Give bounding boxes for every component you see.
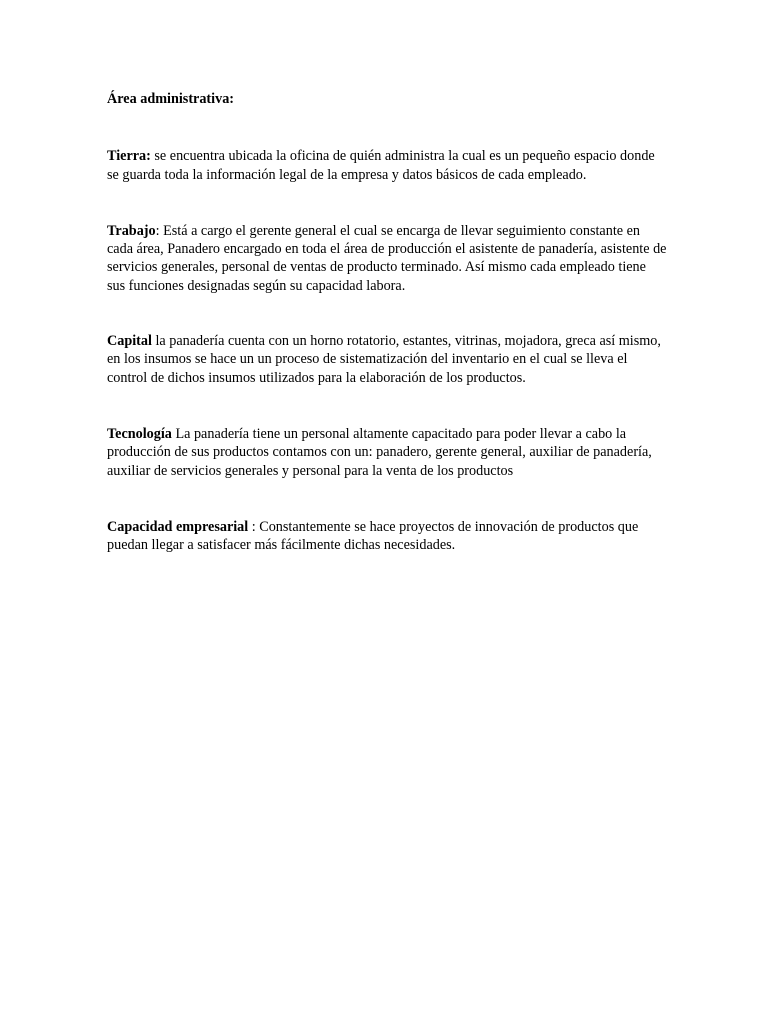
term-capacidad-empresarial: Capacidad empresarial: [107, 518, 249, 535]
text-capital: la panadería cuenta con un horno rotatorio, estantes, vitrinas, mojadora, greca así mismo, en los insumos se hace un un proceso de sistematización del inventario en el cual se lleva el control de dichos insumos utilizados para la elaboración de los productos.: [107, 333, 661, 386]
paragraph-tierra: [107, 147, 667, 184]
text-tecnologia: La panadería tiene un personal altamente capacitado para poder llevar a cabo la producción de sus productos contamos con un: panadero, gerente general, auxiliar de panadería, auxiliar de servicios generales y personal para la venta de los productos: [107, 425, 652, 479]
term-tecnologia: Tecnología: [107, 425, 172, 442]
text-trabajo: : Está a cargo el gerente general el cual se encarga de llevar seguimiento constante en cada área, Panadero encargado en toda el área de producción el asistente de panadería, asistente de servicios generales, personal de ventas de producto terminado. Así mismo cada empleado tiene sus funciones designadas según su capacidad labora.: [107, 222, 667, 294]
section-heading: Área administrativa:: [107, 91, 235, 107]
term-trabajo: Trabajo: [107, 222, 156, 239]
term-tierra: Tierra:: [107, 148, 151, 165]
term-capital: Capital: [107, 333, 152, 350]
document-page: [107, 90, 667, 591]
text-capacidad-empresarial: : Constantemente se hace proyectos de innovación de productos que puedan llegar a satisfacer más fácilmente dichas necesidades.: [107, 518, 639, 554]
text-tierra: se encuentra ubicada la oficina de quién administra la cual es un pequeño espacio donde se guarda toda la información legal de la empresa y datos básicos de cada empleado.: [107, 148, 655, 183]
paragraph-tecnologia: [107, 425, 667, 480]
paragraph-capacidad-empresarial: [107, 518, 667, 555]
paragraph-trabajo: [107, 222, 667, 295]
paragraph-capital: [107, 332, 667, 387]
